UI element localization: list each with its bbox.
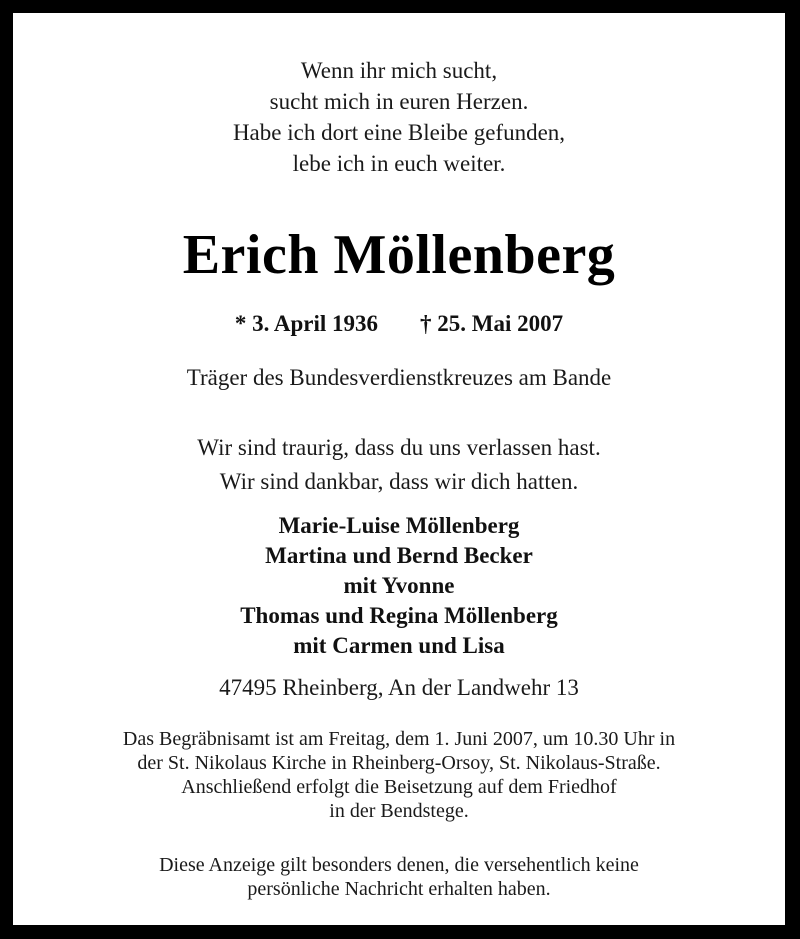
- mourners-list: [13, 511, 785, 661]
- family-address: 47495 Rheinberg, An der Landwehr 13: [219, 675, 579, 700]
- verse-block: [13, 55, 785, 179]
- deceased-name: Erich Möllenberg: [182, 224, 616, 286]
- birth-symbol: *: [234, 311, 247, 336]
- farewell-block: [13, 431, 785, 499]
- funeral-info: [13, 727, 785, 823]
- verse-line: Habe ich dort eine Bleibe gefunden,: [232, 120, 566, 145]
- farewell-line: Wir sind dankbar, dass wir dich hatten.: [219, 469, 579, 494]
- closing-note-line: Diese Anzeige gilt besonders denen, die versehentlich keine: [159, 854, 639, 876]
- mourner: Marie-Luise Möllenberg: [278, 513, 520, 538]
- funeral-line: in der Bendstege.: [329, 800, 469, 822]
- funeral-line: Das Begräbnisamt ist am Freitag, dem 1. Juni 2007, um 10.30 Uhr in: [122, 728, 676, 750]
- obituary-notice: [13, 13, 785, 925]
- mourner: mit Yvonne: [343, 573, 455, 598]
- death-date: 25. Mai 2007: [437, 311, 564, 336]
- closing-note-line: persönliche Nachricht erhalten haben.: [247, 878, 551, 900]
- farewell-line: Wir sind traurig, dass du uns verlassen hast.: [197, 435, 601, 460]
- funeral-line: Anschließend erfolgt die Beisetzung auf dem Friedhof: [181, 776, 617, 798]
- cross-icon: †: [420, 311, 432, 336]
- closing-note: [13, 853, 785, 901]
- birth-date: 3. April 1936: [252, 311, 378, 336]
- honor-line: Träger des Bundesverdienstkreuzes am Bande: [186, 365, 612, 390]
- verse-line: Wenn ihr mich sucht,: [300, 58, 498, 83]
- mourner: mit Carmen und Lisa: [293, 633, 505, 658]
- life-dates: [13, 311, 785, 337]
- verse-line: sucht mich in euren Herzen.: [269, 89, 529, 114]
- verse-line: lebe ich in euch weiter.: [292, 151, 506, 176]
- mourner: Thomas und Regina Möllenberg: [240, 603, 558, 628]
- mourner: Martina und Bernd Becker: [265, 543, 533, 568]
- funeral-line: der St. Nikolaus Kirche in Rheinberg-Orsoy, St. Nikolaus-Straße.: [137, 752, 661, 774]
